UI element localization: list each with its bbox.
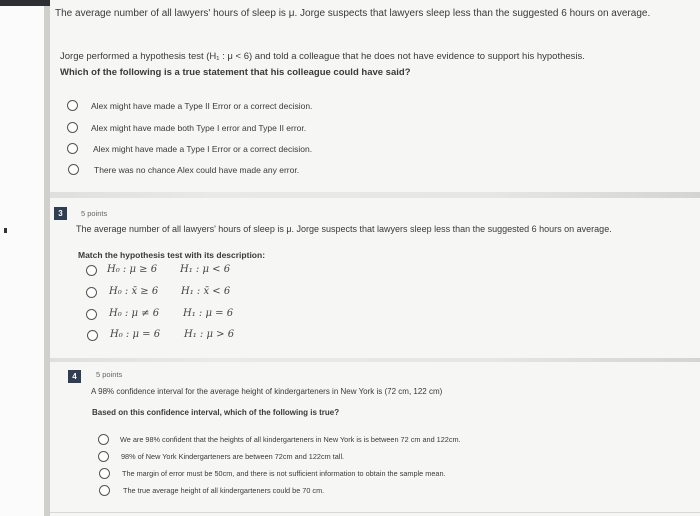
q3-option-2-radio[interactable] (86, 287, 97, 298)
q2-option-1-radio[interactable] (67, 100, 78, 111)
q4-option-3-label[interactable]: The margin of error must be 50cm, and there is not sufficient information to obtain the sample mean. (122, 469, 446, 478)
q4-points: 5 points (96, 370, 123, 379)
q2-option-3-radio[interactable] (67, 143, 78, 154)
q4-option-1-label[interactable]: We are 98% confident that the heights of all kindergarteners in New York is is between 72 cm and 122cm. (120, 435, 461, 444)
q3-option-2-h0[interactable]: H₀ : x̄ ≥ 6 (109, 286, 159, 297)
q4-option-3-radio[interactable] (99, 468, 110, 479)
q2-option-3-label[interactable]: Alex might have made a Type I Error or a correct decision. (93, 144, 313, 154)
q3-option-3-h0[interactable]: H₀ : μ ≠ 6 (109, 308, 160, 319)
q2-option-1-label[interactable]: Alex might have made a Type II Error or a correct decision. (91, 101, 313, 111)
q2-option-4-radio[interactable] (68, 164, 79, 175)
q4-option-4-radio[interactable] (99, 485, 110, 496)
q4-option-2-radio[interactable] (98, 451, 109, 462)
q2-option-2-label[interactable]: Alex might have made both Type I error and Type II error. (91, 123, 307, 133)
q3-option-4-radio[interactable] (87, 330, 98, 341)
q4-number-badge: 4 (68, 370, 81, 383)
q3-option-4-h0[interactable]: H₀ : μ = 6 (110, 329, 161, 340)
q3-option-1-radio[interactable] (86, 265, 97, 276)
edge-marker (4, 228, 7, 233)
q3-intro: The average number of all lawyers' hours of sleep is μ. Jorge suspects that lawyers sleep less than the suggested 6 hours on average. (76, 224, 612, 234)
question-card-2 (50, 0, 700, 192)
q3-points: 5 points (81, 209, 108, 218)
q2-option-4-label[interactable]: There was no chance Alex could have made any error. (94, 165, 300, 175)
q2-intro: The average number of all lawyers' hours of sleep is μ. Jorge suspects that lawyers sleep less than the suggested 6 hours on average. (55, 8, 651, 19)
q2-body-line2: Which of the following is a true statement that his colleague could have said? (60, 67, 411, 78)
q4-intro: A 98% confidence interval for the average height of kindergarteners in New York is (72 cm, 122 cm) (91, 387, 443, 396)
q3-option-4-h1[interactable]: H₁ : μ > 6 (184, 329, 235, 340)
q3-option-2-h1[interactable]: H₁ : x̄ < 6 (181, 286, 231, 297)
q4-option-2-label[interactable]: 98% of New York Kindergarteners are between 72cm and 122cm tall. (121, 452, 345, 461)
q3-prompt: Match the hypothesis test with its description: (78, 250, 266, 260)
left-margin (0, 0, 44, 516)
q3-option-1-h1[interactable]: H₁ : μ < 6 (180, 264, 231, 275)
q2-option-2-radio[interactable] (67, 122, 78, 133)
bottom-divider (50, 512, 700, 513)
q2-body-line1: Jorge performed a hypothesis test (H₁ : μ < 6) and told a colleague that he does not have evidence to support his hypothesis. (60, 51, 585, 62)
q3-option-3-radio[interactable] (86, 309, 97, 320)
q3-option-1-h0[interactable]: H₀ : μ ≥ 6 (107, 264, 158, 275)
q3-option-3-h1[interactable]: H₁ : μ = 6 (183, 308, 234, 319)
q4-option-1-radio[interactable] (98, 434, 109, 445)
q3-number-badge: 3 (54, 207, 67, 220)
q4-prompt: Based on this confidence interval, which of the following is true? (92, 408, 340, 417)
q4-option-4-label[interactable]: The true average height of all kindergarteners could be 70 cm. (123, 486, 325, 495)
